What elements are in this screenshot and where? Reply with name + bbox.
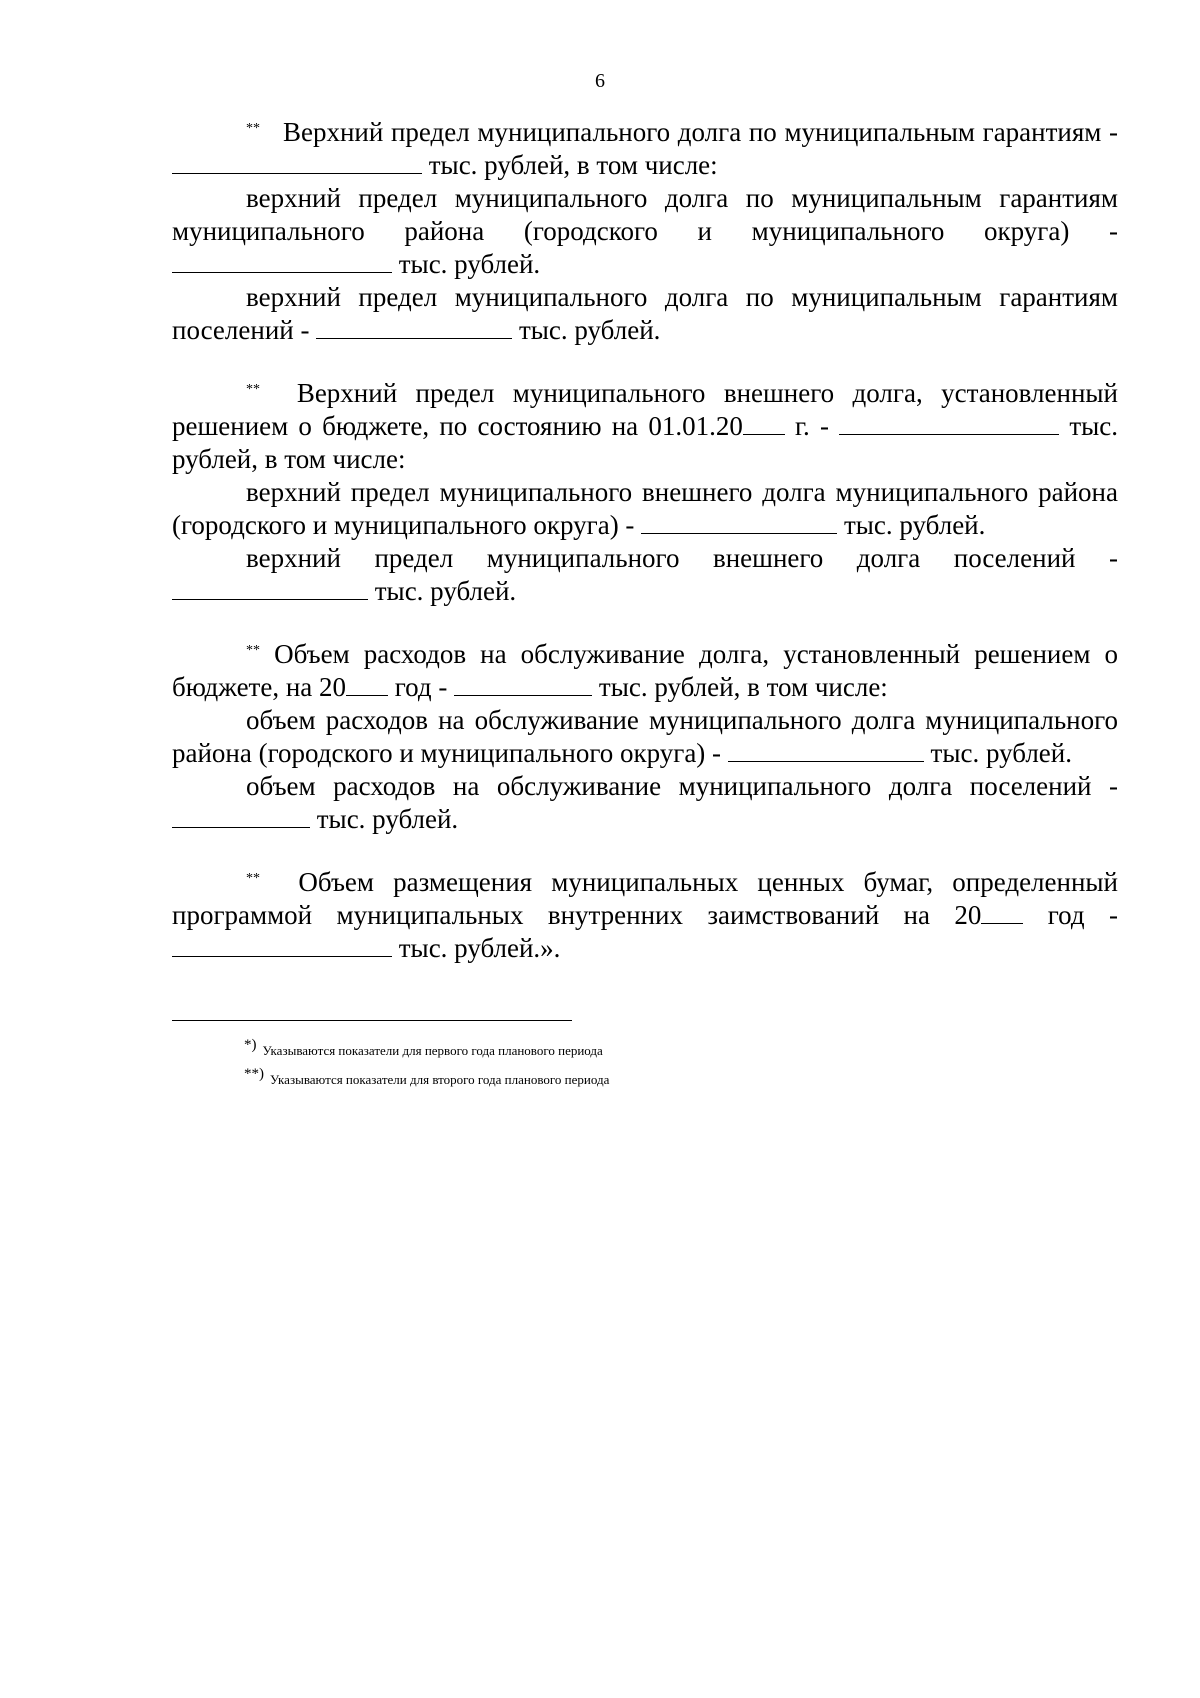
document-body	[172, 116, 1118, 965]
footnote-text: Указываются показатели для второго года планового периода	[270, 1072, 610, 1087]
amount-blank	[839, 410, 1059, 435]
guarantees-settlements-tail: тыс. рублей.	[518, 315, 661, 345]
external-debt-settlements-text: верхний предел муниципального внешнего долга поселений -	[246, 543, 1118, 573]
amount-blank	[172, 149, 422, 174]
securities-lead-tail: тыс. рублей.».	[398, 933, 561, 963]
section-debt-service	[172, 638, 1118, 836]
footnote-separator	[172, 1020, 572, 1021]
guarantees-district	[172, 182, 1118, 281]
debt-service-district-text: объем расходов на обслуживание муниципального долга муниципального района (городского и муниципального округа) -	[172, 705, 1118, 768]
guarantees-settlements-text: верхний предел муниципального долга по муниципальным гарантиям поселений -	[172, 282, 1118, 345]
page-number: 6	[595, 70, 605, 92]
section-securities	[172, 866, 1118, 965]
amount-blank	[316, 314, 512, 339]
amount-blank	[172, 248, 392, 273]
debt-service-settlements	[172, 770, 1118, 836]
guarantees-district-text: верхний предел муниципального долга по муниципальным гарантиям муниципального района (городского и муниципального округа) -	[172, 183, 1118, 246]
external-debt-district-text: верхний предел муниципального внешнего долга муниципального района (городского и муниципального округа) -	[172, 477, 1118, 540]
footnote-marker: *)	[244, 1037, 257, 1053]
external-debt-settlements-tail: тыс. рублей.	[374, 576, 517, 606]
debt-service-lead-mid: год -	[394, 672, 448, 702]
guarantees-district-tail: тыс. рублей.	[398, 249, 541, 279]
external-debt-lead-mid: г. -	[795, 411, 829, 441]
amount-blank	[641, 509, 837, 534]
amount-blank	[728, 737, 924, 762]
external-debt-district	[172, 476, 1118, 542]
guarantees-lead	[172, 116, 1118, 182]
external-debt-settlements	[172, 542, 1118, 608]
footnote-item	[244, 1065, 609, 1094]
footnotes	[244, 1036, 609, 1094]
debt-service-settlements-tail: тыс. рублей.	[316, 804, 459, 834]
year-blank	[743, 410, 785, 435]
guarantees-settlements	[172, 281, 1118, 347]
external-debt-lead-text: Верхний предел муниципального внешнего долга, установленный решением о бюджете, по состоянию на 01.01.20	[172, 378, 1118, 441]
guarantees-lead-text: Верхний предел муниципального долга по муниципальным гарантиям -	[282, 117, 1119, 147]
amount-blank	[172, 803, 310, 828]
guarantees-lead-tail: тыс. рублей, в том числе:	[428, 150, 718, 180]
year-blank	[981, 899, 1023, 924]
footnote-mark: **	[246, 121, 260, 136]
securities-lead-mid: год -	[1047, 900, 1118, 930]
footnote-marker: **)	[244, 1066, 264, 1082]
securities-lead	[172, 866, 1118, 965]
amount-blank	[172, 575, 368, 600]
debt-service-lead	[172, 638, 1118, 704]
external-debt-lead-tail: тыс. рублей, в том числе:	[172, 411, 1119, 474]
securities-lead-text: Объем размещения муниципальных ценных бумаг, определенный программой муниципальных внутренних заимствований на 20	[172, 867, 1118, 930]
external-debt-district-tail: тыс. рублей.	[843, 510, 986, 540]
section-external-debt	[172, 377, 1118, 608]
debt-service-district-tail: тыс. рублей.	[930, 738, 1072, 768]
external-debt-lead	[172, 377, 1118, 476]
footnote-mark: **	[246, 643, 260, 658]
section-guarantees	[172, 116, 1118, 347]
debt-service-district	[172, 704, 1118, 770]
amount-blank	[172, 932, 392, 957]
amount-blank	[454, 671, 592, 696]
debt-service-lead-tail: тыс. рублей, в том числе:	[598, 672, 888, 702]
footnote-text: Указываются показатели для первого года планового периода	[262, 1043, 603, 1058]
debt-service-settlements-text: объем расходов на обслуживание муниципального долга поселений -	[246, 771, 1118, 801]
footnote-item	[244, 1036, 609, 1065]
debt-service-lead-text: Объем расходов на обслуживание долга, установленный решением о бюджете, на 20	[172, 639, 1119, 702]
year-blank	[346, 671, 388, 696]
footnote-mark: **	[246, 382, 260, 397]
footnote-mark: **	[246, 871, 260, 886]
